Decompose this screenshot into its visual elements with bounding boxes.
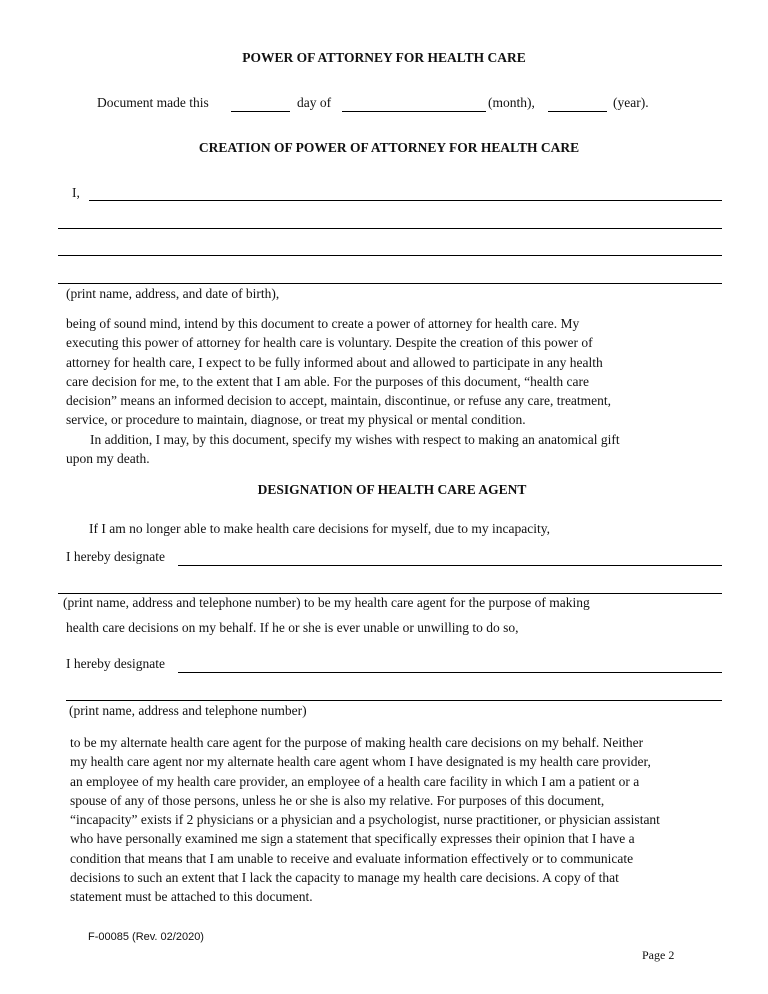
paragraph-line: who have personally examined me sign a statement that specifically expresses their opinion that I have a — [70, 831, 635, 847]
day-label: day of — [297, 95, 332, 110]
principal-address-line-1[interactable] — [58, 228, 722, 229]
agent-name-field[interactable] — [178, 565, 722, 566]
paragraph-line: an employee of my health care provider, an employee of a health care facility in which I am a patient or a — [70, 773, 640, 789]
paragraph-line: to be my alternate health care agent for the purpose of making health care decisions on my behalf. Neither — [70, 735, 644, 750]
alternate-agent-caption: (print name, address and telephone number) — [69, 703, 307, 718]
creation-paragraph — [66, 314, 620, 468]
principal-address-line-3[interactable] — [58, 283, 722, 284]
paragraph-line: decision” means an informed decision to accept, maintain, discontinue, or refuse any care, treatment, — [66, 393, 612, 409]
page-number: Page 2 — [642, 948, 675, 962]
alternate-paragraph — [70, 733, 660, 907]
agent-continue: health care decisions on my behalf. If he or she is ever unable or unwilling to do so, — [66, 620, 519, 635]
designate-label-2: I hereby designate — [66, 656, 165, 671]
principal-caption: (print name, address, and date of birth), — [66, 286, 280, 301]
alternate-agent-name-field[interactable] — [178, 672, 722, 673]
paragraph-line: attorney for health care, I expect to be fully informed about and allowed to participate in any health — [66, 354, 603, 370]
paragraph-line: upon my death. — [66, 451, 150, 467]
paragraph-line: decisions to such an extent that I lack the capacity to manage my health care decisions. A copy of that — [70, 870, 619, 886]
paragraph-line: executing this power of attorney for health care is voluntary. Despite the creation of this power of — [66, 335, 593, 351]
paragraph-line: In addition, I may, by this document, specify my wishes with respect to making an anatomical gift — [90, 431, 620, 447]
month-field[interactable] — [342, 111, 486, 112]
day-field[interactable] — [231, 111, 290, 112]
paragraph-line: “incapacity” exists if 2 physicians or a physician and a psychologist, nurse practitioner, or physician assistant — [70, 812, 660, 828]
year-label: (year). — [613, 95, 649, 110]
year-field[interactable] — [548, 111, 607, 112]
paragraph-line: being of sound mind, intend by this document to create a power of attorney for health care. My — [66, 316, 580, 331]
i-label: I, — [72, 185, 80, 200]
principal-name-field[interactable] — [89, 200, 722, 201]
document-title: POWER OF ATTORNEY FOR HEALTH CARE — [242, 50, 526, 65]
agent-address-field[interactable] — [58, 593, 722, 594]
paragraph-line: condition that means that I am unable to receive and evaluate information effectively or to communicate — [70, 850, 634, 866]
creation-heading: CREATION OF POWER OF ATTORNEY FOR HEALTH CARE — [198, 140, 580, 155]
paragraph-line: spouse of any of those persons, unless he or she is also my relative. For purposes of this document, — [70, 792, 605, 808]
agent-caption: (print name, address and telephone number) to be my health care agent for the purpose of making — [63, 595, 590, 610]
paragraph-line: my health care agent nor my alternate health care agent whom I have designated is my health care provider, — [70, 754, 651, 770]
paragraph-line: service, or procedure to maintain, diagnose, or treat my physical or mental condition. — [66, 412, 526, 428]
paragraph-line: statement must be attached to this document. — [70, 889, 313, 905]
principal-address-line-2[interactable] — [58, 255, 722, 256]
form-number: F-00085 (Rev. 02/2020) — [88, 931, 204, 943]
designation-intro: If I am no longer able to make health care decisions for myself, due to my incapacity, — [89, 521, 550, 536]
month-label: (month), — [488, 95, 535, 110]
paragraph-line: care decision for me, to the extent that I am able. For the purposes of this document, “health care — [66, 373, 589, 389]
made-prefix: Document made this — [97, 95, 209, 110]
designation-heading: DESIGNATION OF HEALTH CARE AGENT — [257, 482, 527, 497]
designate-label-1: I hereby designate — [66, 549, 165, 564]
alternate-agent-address-field[interactable] — [66, 700, 722, 701]
